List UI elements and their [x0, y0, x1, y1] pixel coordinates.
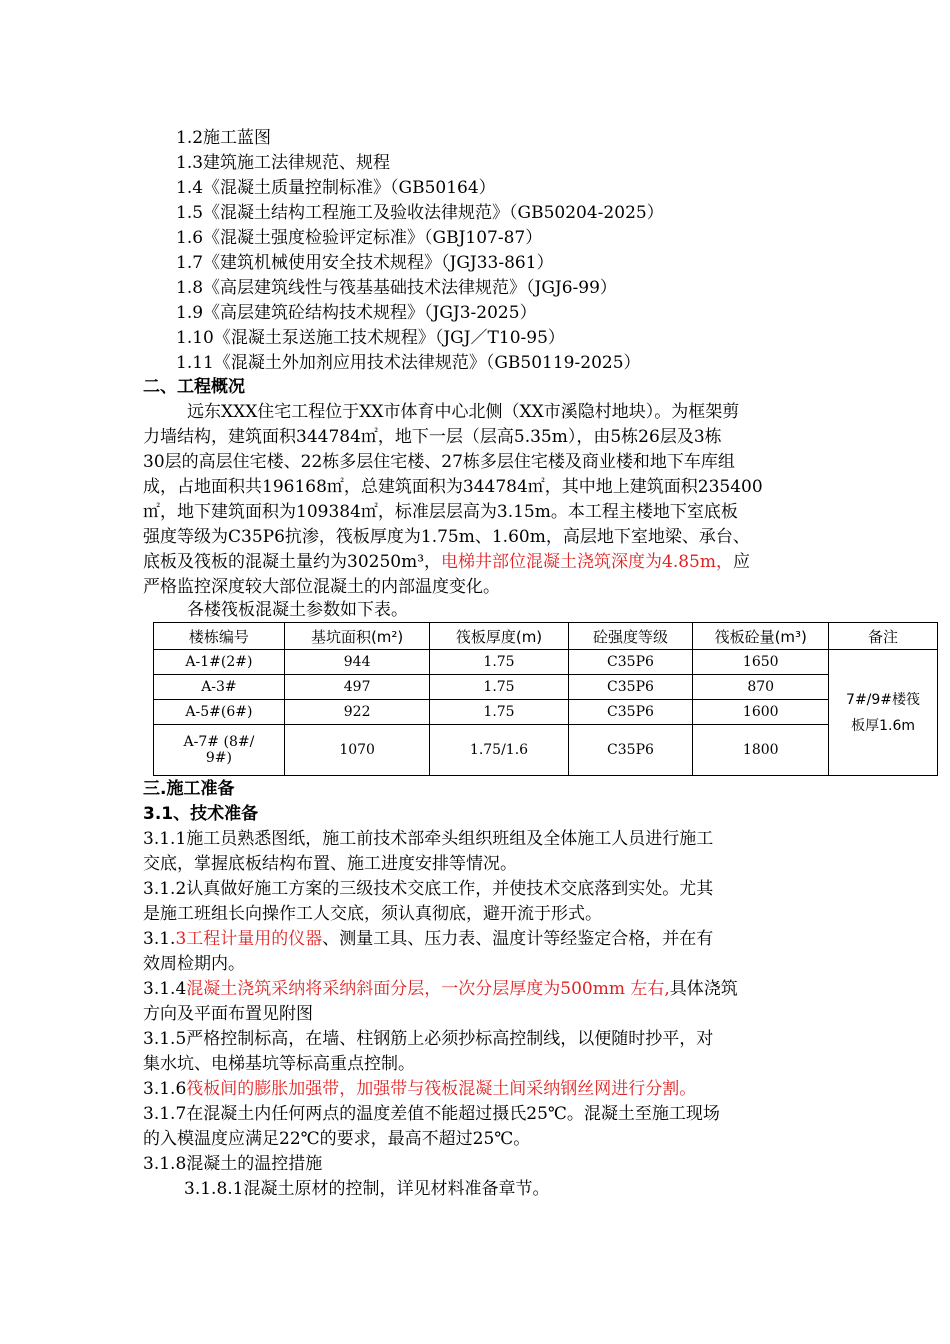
raft-parameters-table — [153, 622, 938, 776]
table-row — [154, 675, 938, 700]
paragraph-line: 3.1.8.1混凝土原材的控制，详见材料准备章节。 — [184, 1179, 550, 1199]
paragraph-line: 3.1.5严格控制标高，在墙、柱钢筋上必须抄标高控制线，以便随时抄平，对 — [143, 1029, 714, 1049]
paragraph-text: 、测量工具、压力表、温度计等经鉴定合格，并在有 — [322, 929, 714, 949]
table-header-cell: 筏板砼量(m³) — [693, 623, 829, 650]
table-note-cell — [829, 650, 938, 776]
table-header-row — [154, 623, 938, 650]
reference-item: 1.4《混凝土质量控制标准》（GB50164） — [176, 178, 496, 198]
note-line: 7#/9#楼筏 — [846, 691, 921, 708]
paragraph-line: 是施工班组长向操作工人交底，须认真彻底，避开流于形式。 — [143, 904, 602, 924]
overview-text: 底板及筏板的混凝土量约为30250m³， — [143, 552, 442, 572]
reference-item: 1.10《混凝土泵送施工技术规程》（JGJ／T10-95） — [176, 328, 565, 348]
paragraph-line: 3.1.8混凝土的温控措施 — [143, 1154, 323, 1174]
table-header-cell: 砼强度等级 — [568, 623, 693, 650]
section-heading-overview: 二、工程概况 — [143, 377, 245, 397]
subsection-heading-technical: 3.1、技术准备 — [143, 804, 259, 824]
overview-paragraph-line: 30层的高层住宅楼、22栋多层住宅楼、27栋多层住宅楼及商业楼和地下车库组 — [143, 452, 735, 472]
overview-paragraph-line: 力墙结构，建筑面积344784㎡，地下一层（层高5.35m），由5栋26层及3栋 — [143, 427, 722, 447]
table-row — [154, 700, 938, 725]
table-cell: A-3# — [154, 675, 285, 700]
table-cell: 944 — [284, 650, 430, 675]
overview-paragraph-line: 成，占地面积共196168㎡，总建筑面积为344784㎡，其中地上建筑面积235400 — [143, 477, 763, 497]
paragraph-line: 的入模温度应满足22℃的要求，最高不超过25℃。 — [143, 1129, 531, 1149]
paragraph-number: 3.1. — [143, 929, 176, 949]
paragraph-line — [143, 927, 713, 951]
reference-item: 1.3建筑施工法律规范、规程 — [176, 153, 391, 173]
reference-item: 1.11《混凝土外加剂应用技术法律规范》（GB50119-2025） — [176, 353, 641, 373]
table-cell: 1.75 — [430, 675, 568, 700]
reference-item: 1.7《建筑机械使用安全技术规程》（JGJ33-861） — [176, 253, 554, 273]
table-cell: 1.75/1.6 — [430, 725, 568, 776]
table-cell: 497 — [284, 675, 430, 700]
paragraph-line: 3.1.2认真做好施工方案的三级技术交底工作，并使技术交底落到实处。尤其 — [143, 879, 714, 899]
table-intro: 各楼筏板混凝土参数如下表。 — [187, 600, 408, 620]
table-cell: 1650 — [693, 650, 829, 675]
reference-item: 1.8《高层建筑线性与筏基基础技术法律规范》（JGJ6-99） — [176, 278, 617, 298]
table-cell — [154, 725, 285, 776]
paragraph-number: 3.1.6 — [143, 1079, 187, 1099]
table-cell: 870 — [693, 675, 829, 700]
overview-paragraph-line: 严格监控深度较大部位混凝土的内部温度变化。 — [143, 577, 500, 597]
cell-line: 9#) — [205, 750, 232, 766]
paragraph-line: 3.1.1施工员熟悉图纸，施工前技术部牵头组织班组及全体施工人员进行施工 — [143, 829, 714, 849]
paragraph-line — [143, 977, 738, 1001]
overview-highlight: 电梯井部位混凝土浇筑深度为4.85m， — [441, 552, 733, 572]
paragraph-line — [143, 1077, 696, 1101]
table-row — [154, 725, 938, 776]
cell-line: A-7# (8#/ — [183, 734, 255, 750]
overview-paragraph-line: 强度等级为C35P6抗渗，筏板厚度为1.75m、1.60m，高层地下室地梁、承台、 — [143, 527, 750, 547]
table-cell: C35P6 — [568, 675, 693, 700]
reference-item: 1.5《混凝土结构工程施工及验收法律规范》（GB50204-2025） — [176, 203, 664, 223]
table-header-cell: 基坑面积(m²) — [284, 623, 430, 650]
table-cell: 1070 — [284, 725, 430, 776]
table-cell: C35P6 — [568, 700, 693, 725]
paragraph-text: 具体浇筑 — [669, 979, 738, 999]
table-cell: A-5#(6#) — [154, 700, 285, 725]
reference-item: 1.9《高层建筑砼结构技术规程》（JGJ3-2025） — [176, 303, 537, 323]
table-cell: C35P6 — [568, 725, 693, 776]
overview-text: 应 — [733, 552, 750, 572]
reference-item: 1.2施工蓝图 — [176, 128, 272, 148]
table-cell: 1800 — [693, 725, 829, 776]
overview-paragraph-line: 远东XXX住宅工程位于XX市体育中心北侧（XX市溪隐村地块）。为框架剪 — [187, 402, 740, 422]
paragraph-highlight: 筏板间的膨胀加强带，加强带与筏板混凝土间采纳钢丝网进行分割。 — [186, 1079, 697, 1099]
table-row — [154, 650, 938, 675]
table-header-cell: 楼栋编号 — [154, 623, 285, 650]
note-line: 板厚1.6m — [851, 717, 915, 734]
paragraph-highlight: 3工程计量用的仪器 — [175, 929, 323, 949]
section-heading-preparation: 三.施工准备 — [143, 779, 235, 799]
paragraph-line: 交底，掌握底板结构布置、施工进度安排等情况。 — [143, 854, 517, 874]
overview-paragraph-line — [143, 550, 750, 574]
paragraph-line: 效周检期内。 — [143, 954, 245, 974]
reference-item: 1.6《混凝土强度检验评定标准》（GBJ107-87） — [176, 228, 543, 248]
paragraph-line: 集水坑、电梯基坑等标高重点控制。 — [143, 1054, 415, 1074]
paragraph-number: 3.1.4 — [143, 979, 187, 999]
table-cell: C35P6 — [568, 650, 693, 675]
table-cell: 1.75 — [430, 650, 568, 675]
table-cell: 1.75 — [430, 700, 568, 725]
overview-paragraph-line: ㎡，地下建筑面积为109384㎡，标准层层高为3.15m。本工程主楼地下室底板 — [143, 502, 738, 522]
table-header-cell: 筏板厚度(m) — [430, 623, 568, 650]
table-header-cell: 备注 — [829, 623, 938, 650]
table-cell: 1600 — [693, 700, 829, 725]
paragraph-line: 方向及平面布置见附图 — [143, 1004, 313, 1024]
table-cell: 922 — [284, 700, 430, 725]
paragraph-line: 3.1.7在混凝土内任何两点的温度差值不能超过摄氏25℃。混凝土至施工现场 — [143, 1104, 720, 1124]
paragraph-highlight: 混凝土浇筑采纳将采纳斜面分层，一次分层厚度为500mm 左右, — [186, 979, 670, 999]
table-cell: A-1#(2#) — [154, 650, 285, 675]
